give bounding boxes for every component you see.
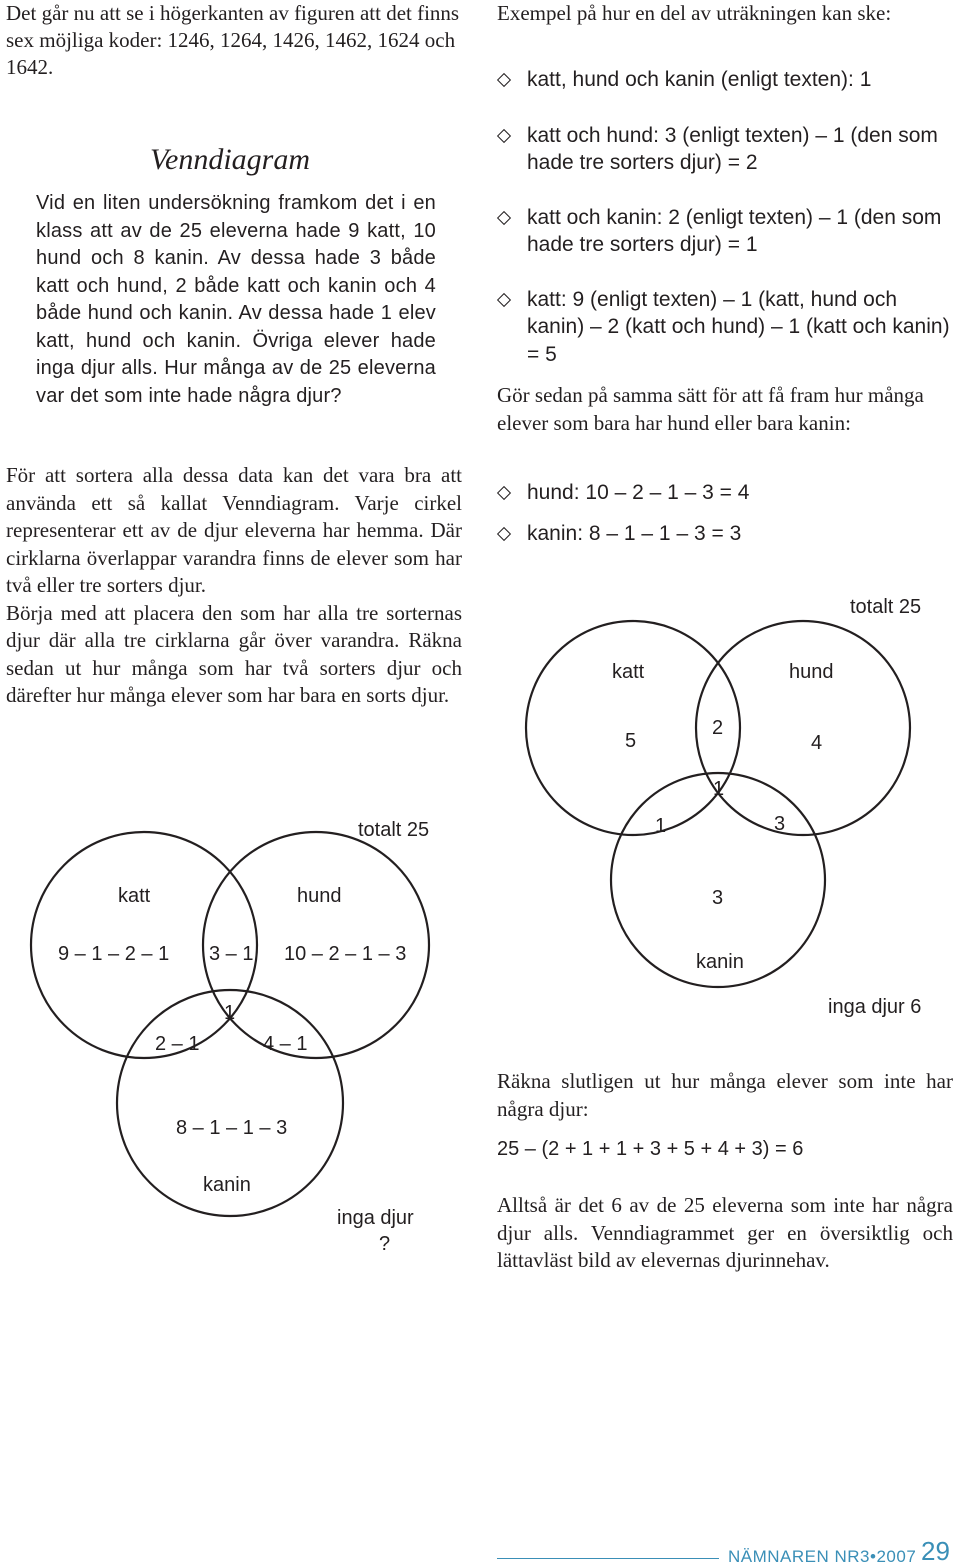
body-paragraph: För att sortera alla dessa data kan det vara bra att använda ett så kallat Venndiagram. Varje cirkel representerar ett av de djur eleverna har hemma. Där cirklarna överlappar varandra finns de elever som har två eller tre sorters djur. [6, 463, 462, 597]
list-item-text: katt och hund: 3 (enligt texten) – 1 (den som hade tre sorters djur) = 2 [527, 123, 938, 174]
venn-value-only-katt: 9 – 1 – 2 – 1 [58, 943, 170, 965]
venn-label-hund: hund [789, 661, 834, 683]
venn-label-hund: hund [297, 885, 342, 907]
venn-value-katt-hund: 3 – 1 [209, 943, 254, 965]
venn-none-label: inga djur 6 [828, 996, 922, 1018]
example-intro: Exempel på hur en del av uträkningen kan ske: [497, 1, 892, 25]
venn-value-katt-kanin: 1 [655, 815, 667, 837]
venn-label-katt: katt [612, 661, 645, 683]
venn-value-only-hund: 4 [811, 732, 823, 754]
venn-value-only-kanin: 8 – 1 – 1 – 3 [176, 1117, 288, 1139]
list-item-text: katt och kanin: 2 (enligt texten) – 1 (den som hade tre sorters djur) = 1 [527, 205, 942, 256]
venn-value-katt-kanin: 2 – 1 [155, 1033, 200, 1055]
venn-value-hund-kanin: 4 – 1 [263, 1033, 308, 1055]
venn-value-hund-kanin: 3 [774, 813, 786, 835]
problem-text: Vid en liten undersökning framkom det i en klass att av de 25 eleverna hade 9 katt, 10 hund och 8 kanin. Av dessa hade 3 både katt och hund, 2 både katt och kanin och 4 både hund och kanin. Av dessa hade 1 elev katt, hund och kanin. Övriga elever hade inga djur alls. Hur många av de 25 eleverna var det som inte hade några djur? [36, 192, 436, 407]
venn-total-label: totalt 25 [850, 596, 922, 618]
venn-value-all-three: 1 [224, 1002, 236, 1024]
venn-value-katt-hund: 2 [712, 717, 724, 739]
footer-rule [497, 1558, 719, 1559]
list-item-text: hund: 10 – 2 – 1 – 3 = 4 [527, 481, 750, 504]
venn-value-only-katt: 5 [625, 730, 637, 752]
final-formula: 25 – (2 + 1 + 1 + 3 + 5 + 4 + 3) = 6 [497, 1138, 804, 1160]
method-paragraph: Gör sedan på samma sätt för att få fram hur många elever som bara har hund eller bara kanin: [497, 383, 924, 435]
page-number: 29 [921, 1536, 950, 1566]
list-item-text: katt, hund och kanin (enligt texten): 1 [527, 68, 872, 91]
section-heading: Venndiagram [150, 143, 310, 176]
venn-none-label: inga djur [337, 1207, 414, 1229]
intro-paragraph: Det går nu att se i högerkanten av figuren att det finns sex möjliga koder: 1246, 1264, 1426, 1462, 1624 och 1642. [6, 1, 460, 79]
venn-value-only-kanin: 3 [712, 887, 724, 909]
final-paragraph: Räkna slutligen ut hur många elever som inte har några djur: [497, 1069, 953, 1121]
magazine-name: NÄMNAREN NR3•2007 [728, 1547, 917, 1566]
body-paragraph: Börja med att placera den som har alla tre sorternas djur där alla tre cirklarna går över varandra. Räkna sedan ut hur många som har två sorters djur och därefter hur många elever som har bara en sorts djur. [6, 600, 462, 707]
venn-total-label: totalt 25 [358, 819, 430, 841]
list-item-text: kanin: 8 – 1 – 1 – 3 = 3 [527, 521, 742, 545]
venn-label-kanin: kanin [203, 1174, 251, 1196]
venn-value-only-hund: 10 – 2 – 1 – 3 [284, 943, 407, 965]
venn-label-kanin: kanin [696, 951, 744, 973]
conclusion-paragraph: Alltså är det 6 av de 25 eleverna som inte har några djur alls. Venndiagrammet ger en översiktlig och lättavläst bild av elevernas djurinnehav. [497, 1193, 953, 1272]
venn-none-question: ? [379, 1233, 391, 1255]
list-item-text: katt: 9 (enligt texten) – 1 (katt, hund och kanin) – 2 (katt och hund) – 1 (katt och kanin) = 5 [527, 287, 950, 366]
venn-label-katt: katt [118, 885, 151, 907]
venn-value-all-three: 1 [713, 778, 725, 800]
